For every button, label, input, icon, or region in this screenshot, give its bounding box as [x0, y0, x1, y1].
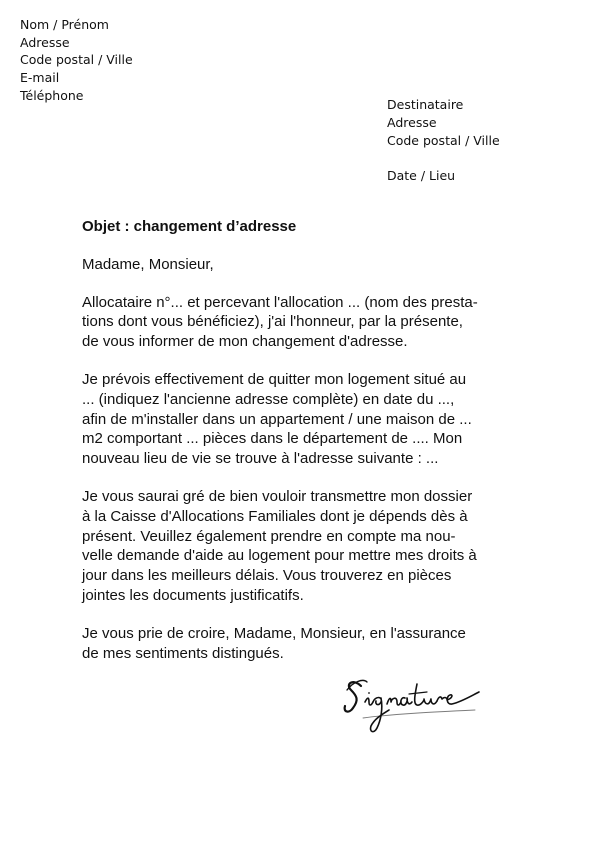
- sender-email: E-mail: [20, 70, 60, 86]
- sender-name: Nom / Prénom: [20, 17, 109, 32]
- handwritten-signature: [343, 668, 493, 738]
- date-place: Date / Lieu: [387, 168, 456, 183]
- paragraph-line: jointes les documents justificatifs.: [82, 586, 304, 604]
- paragraph-line: ... (indiquez l'ancienne adresse complète) en date du ...,: [82, 390, 455, 408]
- recipient-name: Destinataire: [387, 97, 464, 112]
- paragraph-line: Allocataire n°... et percevant l'allocation ... (nom des presta-: [82, 293, 478, 311]
- paragraph-line: de mes sentiments distingués.: [82, 644, 284, 662]
- letter-salutation: Madame, Monsieur,: [82, 255, 214, 273]
- paragraph-line: jour dans les meilleurs délais. Vous trouverez en pièces: [82, 567, 452, 585]
- sender-postal-city: Code postal / Ville: [20, 52, 133, 68]
- letter-subject: Objet : changement d’adresse: [82, 218, 297, 235]
- sender-address: Adresse: [20, 34, 70, 50]
- paragraph-line: afin de m'installer dans un appartement / une maison de ...: [82, 410, 472, 428]
- sender-block: [20, 16, 133, 105]
- recipient-address: Adresse: [387, 115, 437, 130]
- sender-phone: Téléphone: [20, 87, 84, 103]
- paragraph-4: [82, 624, 512, 664]
- paragraph-line: Je vous prie de croire, Madame, Monsieur, en l'assurance: [82, 624, 466, 642]
- paragraph-2: [82, 370, 512, 469]
- letter-body: [82, 217, 512, 681]
- paragraph-line: velle demande d'aide au logement pour mettre mes droits à: [82, 547, 477, 565]
- recipient-postal-city: Code postal / Ville: [387, 133, 500, 148]
- paragraph-line: tions dont vous bénéficiez), j'ai l'honneur, par la présente,: [82, 313, 463, 331]
- paragraph-1: [82, 293, 512, 352]
- paragraph-3: [82, 487, 512, 606]
- paragraph-line: présent. Veuillez également prendre en compte ma nou-: [82, 527, 456, 545]
- paragraph-line: Je prévois effectivement de quitter mon logement situé au: [82, 370, 467, 388]
- recipient-block: [387, 96, 500, 150]
- paragraph-line: m2 comportant ... pièces dans le département de .... Mon: [82, 430, 463, 448]
- paragraph-line: Je vous saurai gré de bien vouloir transmettre mon dossier: [82, 487, 473, 505]
- paragraph-line: nouveau lieu de vie se trouve à l'adresse suivante : ...: [82, 450, 439, 468]
- paragraph-line: à la Caisse d'Allocations Familiales dont je dépends dès à: [82, 507, 468, 525]
- paragraph-line: de vous informer de mon changement d'adresse.: [82, 333, 408, 351]
